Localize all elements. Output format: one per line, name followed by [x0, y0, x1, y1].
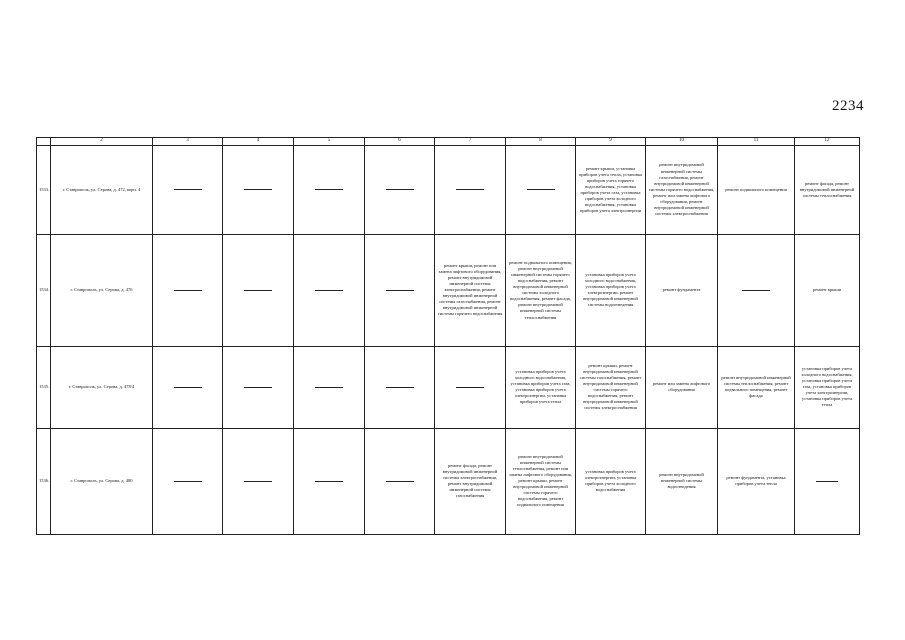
- work-cell: ремонт крыши, установка приборов учета тепла, установка приборов учета горячего водоснабжения, установка приборов учета газа, установка приборов учета холодного водоснабжения, установка приборов учета электроэнергии: [576, 145, 646, 234]
- empty-cell: [365, 145, 435, 234]
- works-table: [36, 137, 860, 535]
- work-cell: ремонт подвального помещения: [718, 145, 795, 234]
- empty-cell: [153, 346, 223, 428]
- dash-mark: [244, 481, 272, 482]
- work-cell: ремонт внутридомовой инженерной системы теплоснабжения, ремонт или замена лифтового оборудования, ремонт крыши, ремонт внутридомовой инженерной системы горячего водоснабжения, ремонт подвального помещения: [506, 428, 576, 534]
- table-row: [37, 346, 860, 428]
- work-cell: ремонт фасада, ремонт внутридомовой инженерной системы теплоснабжения: [795, 145, 860, 234]
- col-header: 12: [795, 138, 860, 146]
- empty-cell: [294, 234, 365, 346]
- empty-cell: [435, 346, 506, 428]
- dash-mark: [174, 387, 202, 388]
- col-header: 4: [223, 138, 294, 146]
- row-number: 1533.: [37, 145, 51, 234]
- dash-mark: [174, 290, 202, 291]
- row-number: 1535.: [37, 346, 51, 428]
- table-row: [37, 428, 860, 534]
- empty-cell: [223, 234, 294, 346]
- dash-mark: [456, 189, 484, 190]
- table-row: [37, 234, 860, 346]
- col-header: 7: [435, 138, 506, 146]
- empty-cell: [294, 346, 365, 428]
- row-number: 1536.: [37, 428, 51, 534]
- empty-cell: [718, 234, 795, 346]
- address-cell: г. Ставрополь, ул. Серова, д. 480: [51, 428, 153, 534]
- work-cell: ремонт фундамента, установка приборов учета тепла: [718, 428, 795, 534]
- dash-mark: [386, 189, 414, 190]
- col-header: 10: [646, 138, 718, 146]
- empty-cell: [365, 234, 435, 346]
- dash-mark: [174, 189, 202, 190]
- dash-mark: [742, 290, 770, 291]
- col-header: 9: [576, 138, 646, 146]
- work-cell: установка приборов учета холодного водоснабжения, установка приборов учета газа, установка приборов учета электроэнергии, установка приборов учета тепла: [795, 346, 860, 428]
- work-cell: ремонт фасада, ремонт внутридомовой инженерной системы электроснабжения, ремонт внутридомовой инженерной системы газоснабжения: [435, 428, 506, 534]
- empty-cell: [435, 145, 506, 234]
- work-cell: ремонт фундамента: [646, 234, 718, 346]
- empty-cell: [223, 346, 294, 428]
- work-cell: ремонт крыши, ремонт внутридомовой инженерной системы газоснабжения, ремонт внутридомовой инженерной системы горячего водоснабжения, ремонт внутридомовой инженерной системы электроснабжения: [576, 346, 646, 428]
- col-header: 11: [718, 138, 795, 146]
- work-cell: ремонт внутридомовой инженерной системы теплоснабжения, ремонт подвального помещения, ремонт фасада: [718, 346, 795, 428]
- empty-cell: [365, 428, 435, 534]
- work-cell: установка приборов учета холодного водоснабжения, установка приборов учета газа, установка приборов учета электроэнергии, установка приборов учета тепла: [506, 346, 576, 428]
- page-number: 2234: [832, 98, 864, 114]
- work-cell: ремонт внутридомовой инженерной системы водоотведения: [646, 428, 718, 534]
- col-header: [37, 138, 51, 146]
- col-header: 3: [153, 138, 223, 146]
- dash-mark: [315, 290, 343, 291]
- address-cell: г. Ставрополь, ул. Серова, д. 476: [51, 234, 153, 346]
- empty-cell: [365, 346, 435, 428]
- row-number: 1534.: [37, 234, 51, 346]
- empty-cell: [506, 145, 576, 234]
- address-cell: г. Ставрополь, ул. Серова, д. 478/4: [51, 346, 153, 428]
- dash-mark: [386, 290, 414, 291]
- dash-mark: [386, 481, 414, 482]
- work-cell: ремонт крыши: [795, 234, 860, 346]
- table-row: [37, 145, 860, 234]
- col-header: 8: [506, 138, 576, 146]
- col-header: 5: [294, 138, 365, 146]
- address-cell: г. Ставрополь, ул. Серова, д. 472, корп. 4: [51, 145, 153, 234]
- dash-mark: [527, 189, 555, 190]
- empty-cell: [153, 234, 223, 346]
- work-cell: ремонт или замена лифтового оборудования: [646, 346, 718, 428]
- work-cell: установка приборов учета электроэнергии, установка приборов учета холодного водоснабжения: [576, 428, 646, 534]
- dash-mark: [315, 387, 343, 388]
- work-cell: ремонт крыши, ремонт или замена лифтового оборудования, ремонт внутридомовой инженерной системы электроснабжения, ремонт внутридомовой инженерной системы газоснабжения, ремонт внутридомовой инженерной системы горячего водоснабжения: [435, 234, 506, 346]
- empty-cell: [795, 428, 860, 534]
- dash-mark: [456, 387, 484, 388]
- work-cell: ремонт подвального помещения, ремонт внутридомовой инженерной системы горячего водоснабжения, ремонт внутридомовой инженерной системы холодного водоснабжения, ремонт фасада, ремонт внутридомовой инженерной системы теплоснабжения: [506, 234, 576, 346]
- empty-cell: [153, 145, 223, 234]
- dash-mark: [174, 481, 202, 482]
- empty-cell: [153, 428, 223, 534]
- col-header: 6: [365, 138, 435, 146]
- column-number-row: [37, 138, 860, 146]
- dash-mark: [315, 481, 343, 482]
- empty-cell: [294, 428, 365, 534]
- empty-cell: [223, 428, 294, 534]
- dash-mark: [386, 387, 414, 388]
- col-header: 2: [51, 138, 153, 146]
- dash-mark: [315, 189, 343, 190]
- dash-mark: [244, 387, 272, 388]
- work-cell: установка приборов учета холодного водоснабжения, установка приборов учета электроэнергии, ремонт внутридомовой инженерной системы водоотведения: [576, 234, 646, 346]
- dash-mark: [816, 481, 838, 482]
- dash-mark: [244, 189, 272, 190]
- empty-cell: [223, 145, 294, 234]
- work-cell: ремонт внутридомовой инженерной системы газоснабжения, ремонт внутридомовой инженерной системы горячего водоснабжения, ремонт или замена лифтового оборудования, ремонт внутридомовой инженерной системы электроснабжения: [646, 145, 718, 234]
- empty-cell: [294, 145, 365, 234]
- dash-mark: [244, 290, 272, 291]
